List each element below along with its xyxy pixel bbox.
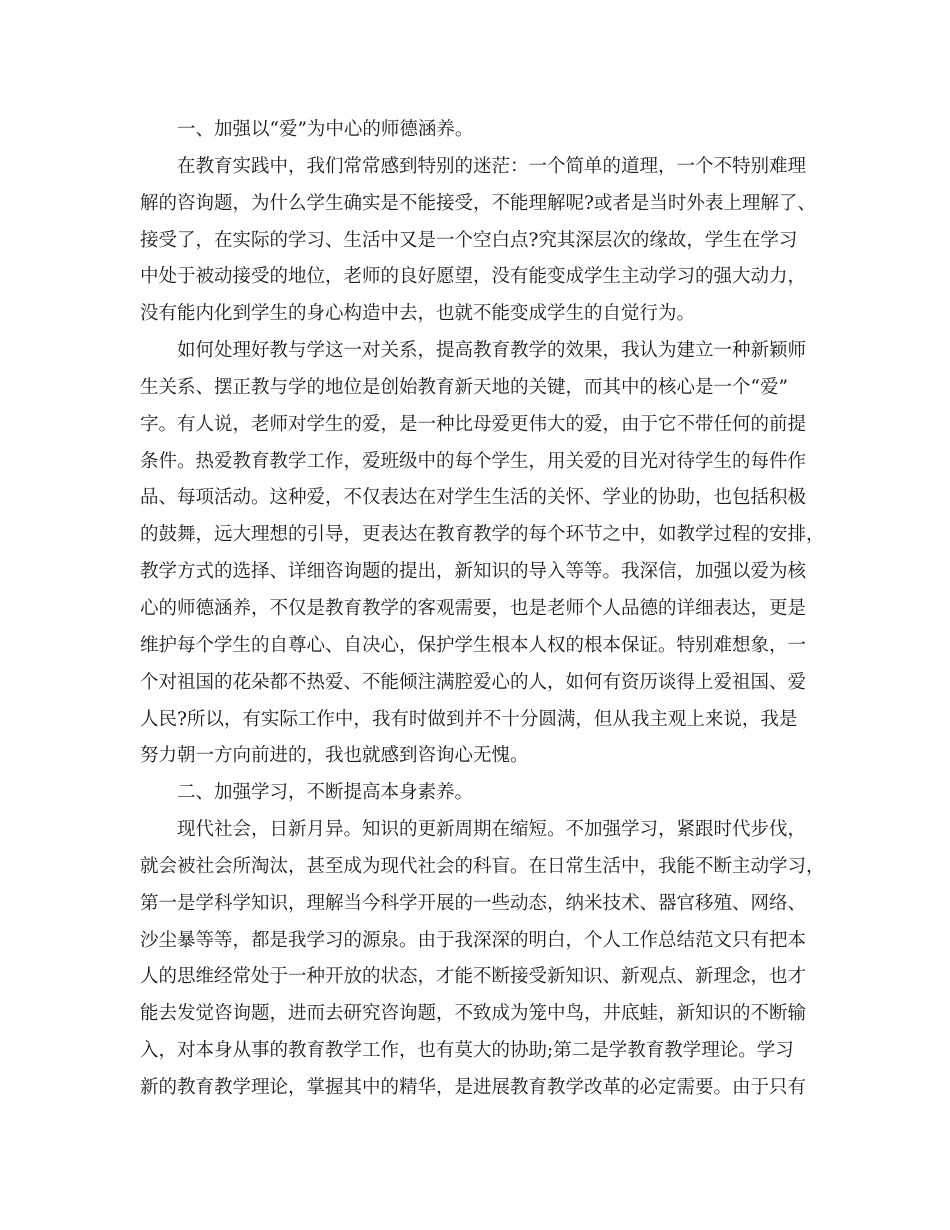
paragraph-line: 入，对本身从事的教育教学工作，也有莫大的协助;第二是学教育教学理论。学习 (140, 1040, 794, 1062)
paragraph-line: 就会被社会所淘汰，甚至成为现代社会的科盲。在日常生活中，我能不断主动学习， (140, 855, 825, 877)
paragraph-line: 教学方式的选择、详细咨询题的提出，新知识的导入等等。我深信，加强以爱为核 (140, 561, 807, 583)
paragraph-line: 第一是学科学知识，理解当今科学开展的一些动态，纳米技术、器官移殖、网络、 (140, 892, 807, 914)
paragraph-line: 如何处理好教与学这一对关系，提高教育教学的效果，我认为建立一种新颖师 (177, 340, 807, 362)
paragraph-line: 的鼓舞，远大理想的引导，更表达在教育教学的每个环节之中，如教学过程的安排， (140, 524, 825, 546)
paragraph-line: 条件。热爱教育教学工作，爱班级中的每个学生，用关爱的目光对待学生的每件作 (140, 450, 807, 472)
paragraph-line: 字。有人说，老师对学生的爱，是一种比母爱更伟大的爱，由于它不带任何的前提 (140, 413, 807, 435)
paragraph-line: 努力朝一方向前进的，我也就感到咨询心无愧。 (140, 745, 529, 767)
paragraph-line: 品、每项活动。这种爱，不仅表达在对学生生活的关怀、学业的协助，也包括积极 (140, 487, 807, 509)
paragraph-line: 生关系、摆正教与学的地位是创始教育新天地的关键，而其中的核心是一个“爱” (140, 376, 788, 398)
paragraph-line: 没有能内化到学生的身心构造中去，也就不能变成学生的自觉行为。 (140, 303, 696, 325)
section-heading-2: 二、加强学习，不断提高本身素养。 (177, 782, 474, 804)
paragraph-line: 接受了，在实际的学习、生活中又是一个空白点?究其深层次的缘故，学生在学习 (140, 229, 798, 251)
paragraph-line: 能去发觉咨询题，进而去研究咨询题，不致成为笼中鸟，井底蛙，新知识的不断输 (140, 1003, 807, 1025)
paragraph-line: 维护每个学生的自尊心、自决心，保护学生根本人权的根本保证。特别难想象，一 (140, 634, 807, 656)
paragraph-line: 中处于被动接受的地位，老师的良好愿望，没有能变成学生主动学习的强大动力， (140, 266, 807, 288)
paragraph-line: 在教育实践中，我们常常感到特别的迷茫：一个简单的道理，一个不特别难理 (177, 155, 807, 177)
paragraph-line: 人民?所以，有实际工作中，我有时做到并不十分圆满，但从我主观上来说，我是 (140, 708, 798, 730)
paragraph-line: 个对祖国的花朵都不热爱、不能倾注满腔爱心的人，如何有资历谈得上爱祖国、爱 (140, 671, 807, 693)
paragraph-line: 人的思维经常处于一种开放的状态，才能不断接受新知识、新观点、新理念，也才 (140, 966, 807, 988)
paragraph-line: 现代社会，日新月异。知识的更新周期在缩短。不加强学习，紧跟时代步伐， (177, 819, 807, 841)
paragraph-line: 解的咨询题，为什么学生确实是不能接受，不能理解呢?或者是当时外表上理解了、 (140, 192, 816, 214)
section-heading-1: 一、加强以“爱”为中心的师德涵养。 (177, 119, 474, 140)
paragraph-line: 沙尘暴等等，都是我学习的源泉。由于我深深的明白，个人工作总结范文只有把本 (140, 929, 807, 951)
document-body (140, 112, 830, 1107)
paragraph-line: 新的教育教学理论，掌握其中的精华，是进展教育教学改革的必定需要。由于只有 (140, 1076, 807, 1098)
paragraph-line: 心的师德涵养，不仅是教育教学的客观需要，也是老师个人品德的详细表达，更是 (140, 597, 807, 619)
